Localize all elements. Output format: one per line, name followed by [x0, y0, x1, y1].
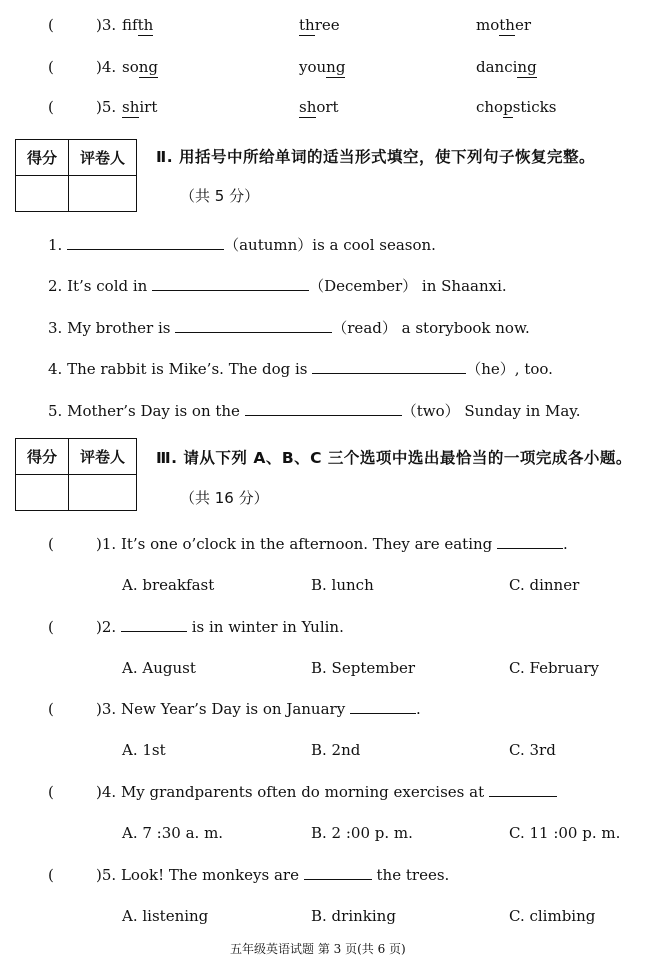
question-number: )5. — [96, 98, 117, 116]
grader-label: 评卷人 — [69, 439, 137, 475]
question-number: )3. — [96, 16, 117, 34]
score-table — [15, 139, 137, 212]
option-c[interactable]: C. 3rd — [509, 741, 556, 759]
option-b[interactable]: B. drinking — [311, 907, 396, 925]
question-stem: )2. is in winter in Yulin. — [96, 618, 344, 636]
question-stem: )3. New Year’s Day is on January . — [96, 700, 421, 718]
section-title: Ⅲ. 请从下列 A、B、C 三个选项中选出最恰当的一项完成各小题。 — [156, 449, 632, 467]
question-number: )4. — [96, 58, 117, 76]
page-footer: 五年级英语试题 第 3 页(共 6 页) — [230, 942, 406, 956]
word-option: fifth — [122, 16, 154, 34]
answer-blank[interactable] — [175, 320, 332, 333]
grader-cell[interactable] — [69, 176, 137, 212]
grader-label: 评卷人 — [69, 140, 137, 176]
option-c[interactable]: C. dinner — [509, 576, 580, 594]
answer-blank[interactable] — [152, 278, 309, 291]
fill-blank-item: 3. My brother is （read） a storybook now. — [48, 319, 530, 337]
score-table — [15, 438, 137, 511]
option-b[interactable]: B. 2nd — [311, 741, 361, 759]
answer-paren[interactable]: ( — [48, 700, 54, 718]
answer-blank[interactable] — [350, 701, 416, 714]
answer-paren[interactable]: ( — [48, 535, 54, 553]
option-a[interactable]: A. 1st — [122, 741, 166, 759]
question-stem: )4. My grandparents often do morning exercises at — [96, 783, 557, 801]
word-option: young — [299, 58, 346, 76]
word-option: chopsticks — [476, 98, 557, 116]
word-option: mother — [476, 16, 532, 34]
option-a[interactable]: A. listening — [122, 907, 209, 925]
word-option: three — [299, 16, 340, 34]
fill-blank-item: 1. （autumn）is a cool season. — [48, 236, 436, 254]
answer-blank[interactable] — [121, 619, 187, 632]
option-a[interactable]: A. breakfast — [122, 576, 215, 594]
grader-cell[interactable] — [69, 475, 137, 511]
question-stem: )1. It’s one o’clock in the afternoon. They are eating . — [96, 535, 568, 553]
fill-blank-item: 2. It’s cold in （December） in Shaanxi. — [48, 277, 507, 295]
answer-paren[interactable]: ( — [48, 98, 54, 116]
answer-blank[interactable] — [245, 403, 402, 416]
option-b[interactable]: B. lunch — [311, 576, 374, 594]
question-stem: )5. Look! The monkeys are the trees. — [96, 866, 450, 884]
word-option: dancing — [476, 58, 537, 76]
section-title: Ⅱ. 用括号中所给单词的适当形式填空，使下列句子恢复完整。 — [156, 148, 595, 166]
score-label: 得分 — [16, 140, 69, 176]
answer-blank[interactable] — [312, 361, 466, 374]
word-option: short — [299, 98, 339, 116]
answer-paren[interactable]: ( — [48, 783, 54, 801]
option-c[interactable]: C. climbing — [509, 907, 596, 925]
score-label: 得分 — [16, 439, 69, 475]
answer-paren[interactable]: ( — [48, 618, 54, 636]
answer-blank[interactable] — [497, 536, 563, 549]
answer-paren[interactable]: ( — [48, 16, 54, 34]
fill-blank-item: 4. The rabbit is Mike’s. The dog is （he）, too. — [48, 360, 553, 378]
option-a[interactable]: A. August — [122, 659, 196, 677]
answer-blank[interactable] — [304, 867, 372, 880]
word-option: song — [122, 58, 158, 76]
fill-blank-item: 5. Mother’s Day is on the （two） Sunday in May. — [48, 402, 581, 420]
section-points: （共 16 分） — [180, 489, 269, 507]
score-cell[interactable] — [16, 475, 69, 511]
answer-paren[interactable]: ( — [48, 58, 54, 76]
option-c[interactable]: C. 11 :00 p. m. — [509, 824, 621, 842]
word-option: shirt — [122, 98, 158, 116]
answer-blank[interactable] — [489, 784, 557, 797]
section-points: （共 5 分） — [180, 187, 260, 205]
answer-blank[interactable] — [67, 237, 224, 250]
score-cell[interactable] — [16, 176, 69, 212]
option-a[interactable]: A. 7 :30 a. m. — [122, 824, 224, 842]
option-c[interactable]: C. February — [509, 659, 599, 677]
answer-paren[interactable]: ( — [48, 866, 54, 884]
option-b[interactable]: B. 2 :00 p. m. — [311, 824, 413, 842]
option-b[interactable]: B. September — [311, 659, 416, 677]
